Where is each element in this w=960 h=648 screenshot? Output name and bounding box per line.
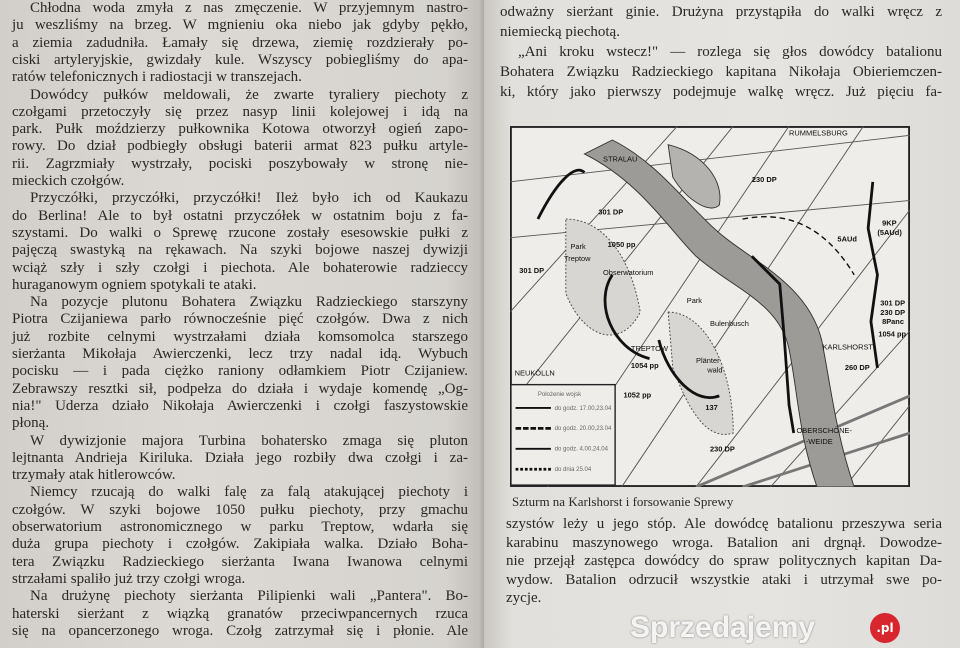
text-line: płoną. [12,415,50,432]
map-unit-label: 1050 pp [607,239,636,249]
map-place-label: Obserwatorium [603,267,654,277]
text-line: a ziemia zadudniła. Łamały się drzewa, ziemię rozdzierały po- [12,34,468,51]
map-unit-label: 230 DP [751,174,777,184]
map-place-label: Park [570,241,586,251]
text-line: ju weszliśmy na brzeg. W mgnieniu oka niebo jak gdyby pękło, [12,17,468,34]
map-unit-label: 137 [705,402,718,412]
map-place-label: TREPTOW [630,344,668,354]
text-line: „Ani kroku wstecz!" — rozlega się głos dowódcy batalionu [518,44,942,60]
map-place-label: RUMMELSBURG [789,128,848,138]
map-place-label: Park [686,295,703,305]
map-unit-label: 301 DP [519,266,545,276]
text-line: ki, który jako pierwszy podejmuje walkę wręcz. Już pięciu fa- [500,84,942,100]
map-place-label: wald [707,365,723,375]
text-line: park. Pułk moździerzy pułkownika Kotowa otworzył ogień zapo- [12,121,468,138]
map-place-label: Treptow [563,253,591,263]
map-unit-label: 260 DP [844,362,870,372]
battle-map [510,126,910,487]
text-line: rowy. Do dział podbiegły obsługi baterii armat 823 pułku artyle- [12,138,468,155]
text-line: sierżanta Mikołaja Awierczenki, lecz trzy nadal idą. Wybuch [12,346,468,362]
legend-item: do godz. 4.00,24.04 [554,446,608,453]
text-line: rii. Zagrzmiały wystrzały, pociski poszybowały w stronę nie- [12,155,468,172]
map-unit-label: (5AUd) [877,227,902,237]
map-unit-label: 230 DP [710,444,735,454]
legend-item: do godz. 20.00,23.04 [554,426,612,433]
map-unit-label: 1054 pp [878,329,907,339]
legend-title: Położenie wojsk [537,391,582,398]
text-line: szystami. Do walki o Sprewę rzucone zostały esesowskie pułki z [12,224,468,241]
map-unit-label: 5AUd [837,234,857,244]
text-line: Bohatera Związku Radzieckiego kapitana Nikołaja Obieriemczen- [500,64,942,80]
text-line: Na drużynę piechoty sierżanta Pilipienki wali „Pantera". Bo- [30,588,468,605]
map-place-label: Plänter [696,356,720,366]
text-line: czołgami przetoczyły się przez nasyp linii kolejowej i idą na [12,103,468,120]
watermark-logo: Sprzedajemy [630,611,816,644]
map-unit-label: 301 DP [598,207,624,217]
text-line: mieckich czołgów. [12,173,125,189]
text-line: niemiecką piechotą. [500,24,620,40]
text-line: pocisku — i pada ciężko raniony odłamkiem Piotr Czijaniew. [12,363,468,380]
text-line: tera Związku Radzieckiego sierżanta Iwana Iwanowa celnymi [12,553,468,570]
text-line: lejtnanta Andrieja Kiriluka. Działa jego rozbiły dwa czołgi i za- [12,449,468,466]
watermark-badge: .pl [870,613,900,643]
text-line: ratów telefonicznych i radiostacji w transzejach. [12,69,302,86]
legend-item: do godz. 17.00,23.04 [554,405,612,412]
text-line: trzymały atak hitlerowców. [12,467,176,484]
map-unit-label: 9KP [882,218,897,228]
map-place-label: NEUKÖLLN [514,368,555,378]
text-line: czołgów. W szyki bojowe 1050 pułku piechoty, przy gmachu [12,501,468,518]
text-line: Zebrawszy resztki sił, podpełza do działa i wydaje komendę „Og- [12,380,468,397]
map-legend [511,385,615,485]
text-line: wciąż szły i szły czołgi i piechota. Ale bohaterowie radzieccy [12,259,468,276]
map-unit-label: 1054 pp [630,360,659,370]
map-unit-label: 1052 pp [623,390,652,400]
text-line: szystów leży u jego stóp. Ale dowódcę batalionu przeszywa seria [506,516,942,532]
text-line: nia!" Uderza działo Nikołaja Awierczenki i czołgi faszystowskie [12,397,468,414]
text-line: nie przejął zastępca dowódcy do spraw politycznych kapitan Da- [506,553,942,569]
text-line: zycje. [506,590,542,606]
map-place-label: STRALAU [603,154,638,164]
text-line: już rozbite celnymi wystrzałami działa komsomolca starszego [12,328,468,345]
text-line: pajęczą swastyką na rękawach. Na szyki bojowe naszej dywizji [12,242,468,259]
text-line: karabinu maszynowego wroga. Batalion ani drgnął. Dowodze- [506,534,942,551]
text-line: obserwatorium astronomicznego w parku Treptow, wdarła się [12,519,468,535]
text-line: Chłodna woda zmyła z nas zmęczenie. W przyjemnym nastro- [30,0,468,16]
map-place-label: OBERSCHÖNE- [796,426,852,436]
map-place-label: KARLSHORST [822,342,873,352]
map-place-label: Bulenbusch [710,319,749,329]
map-place-label: -WEIDE [805,437,833,447]
text-line: Na pozycje plutonu Bohatera Związku Radzieckiego starszyny [30,294,468,311]
map-unit-label: 230 DP [880,307,906,317]
text-line: strzałami spaliło już trzy czołgi wroga. [12,570,246,587]
text-line: wydow. Batalion odrzucił wszystkie ataki i utrzymał swe po- [506,571,942,588]
map-unit-label: 301 DP [880,298,906,308]
text-line: się na opancerzonego wroga. Czołg zatrzymał się i płonie. Ale [12,622,468,639]
text-line: Piotra Czijaniewa parło równocześnie pięć czołgów. Dwa z nich [12,311,468,328]
text-line: haterski sierżant z wiązką granatów przeciwpancernych rzuca [12,605,468,622]
text-line: W dywizjonie majora Turbina bohatersko zmaga się pluton [30,432,468,449]
text-line: odważny sierżant ginie. Drużyna przystąpiła do walki wręcz z [500,4,942,20]
legend-item: do dnia 25.04 [554,467,592,474]
text-line: Dowódcy pułków meldowali, że zwarte tyraliery piechoty z [30,86,468,103]
map-unit-label: 8Panc [882,317,905,327]
text-line: Niemcy rzucają do walki falę za falą atakującej piechoty i [30,484,468,501]
text-line: duża grupa piechoty i czołgów. Zakipiała walka. Działo Boha- [12,536,468,553]
map-caption: Szturm na Karlshorst i forsowanie Sprewy [512,494,734,509]
text-line: Przyczółki, przyczółki, przyczółki! Ileż było ich od Kaukazu [30,190,468,207]
text-line: huraganowym ogniem spotykali te ataki. [12,276,257,293]
text-line: do Berlina! Ale to był ostatni przyczółek w ostatnim boju z fa- [12,207,468,224]
text-line: ciski artyleryjskie, gwizdały kule. Wszyscy pobiegliśmy do apa- [12,51,468,68]
